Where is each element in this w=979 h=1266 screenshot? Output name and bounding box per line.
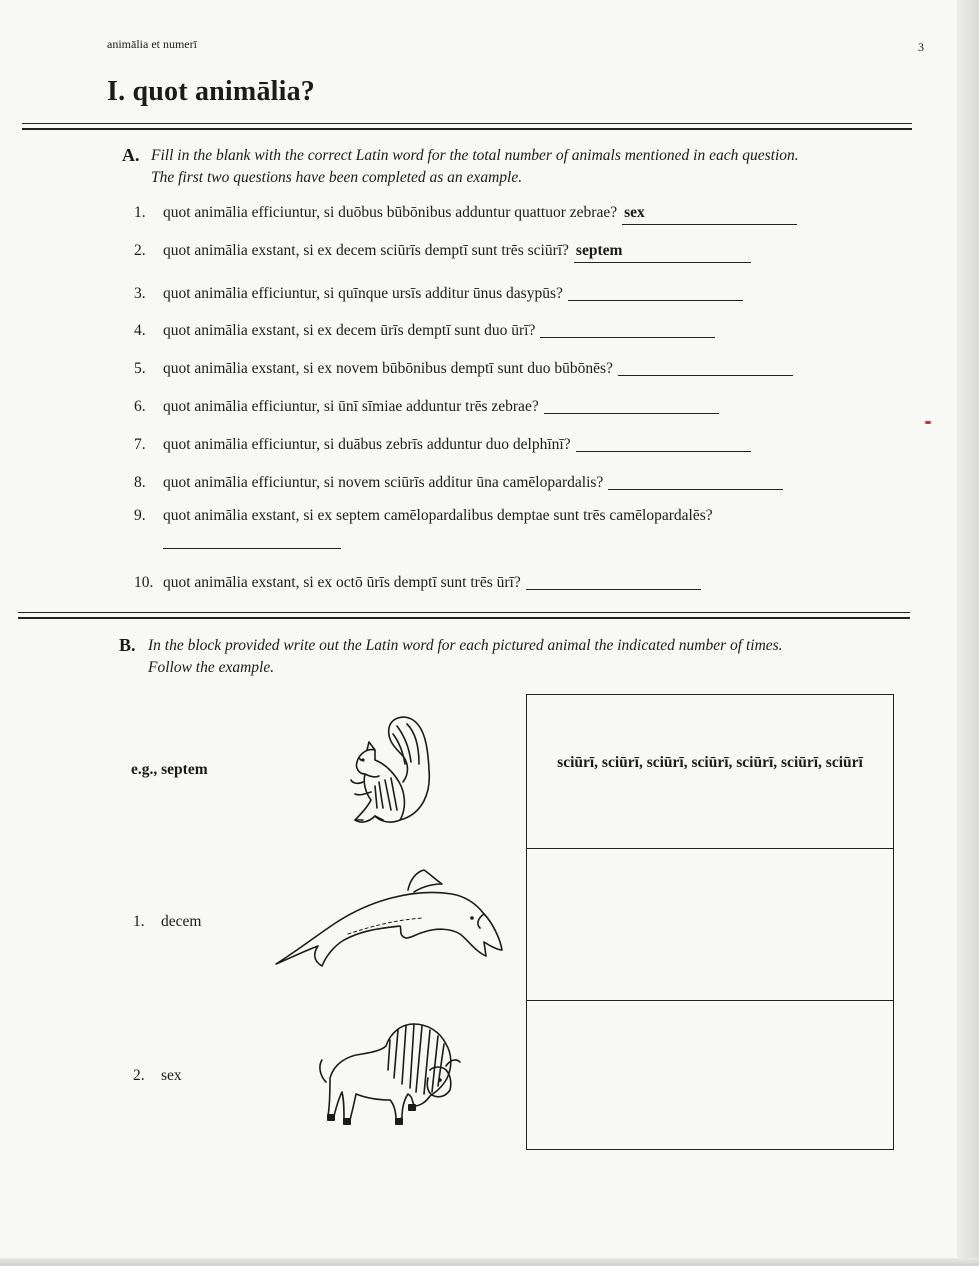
part-b-instruction-line1: In the block provided write out the Latin word for each pictured animal the indicated number of times. xyxy=(148,637,783,654)
question-number: 1. xyxy=(134,204,146,221)
question-text: quot animālia efficiuntur, si quīnque ursīs additur ūnus dasypūs? xyxy=(163,285,563,302)
question-number: 7. xyxy=(134,436,146,453)
question-text: quot animālia efficiuntur, si duābus zebrīs adduntur duo delphīnī? xyxy=(163,436,571,453)
answer-text: septem xyxy=(575,242,623,259)
answer-blank-3[interactable] xyxy=(568,283,743,301)
question-text: quot animālia exstant, si ex decem ūrīs demptī sunt duo ūrī? xyxy=(163,322,536,339)
example-answer-cell xyxy=(527,695,893,849)
part-a-letter: A. xyxy=(122,145,140,165)
answer-cell-2[interactable] xyxy=(527,1000,893,1150)
page-number: 3 xyxy=(918,40,924,54)
row-number: 2. xyxy=(133,1067,145,1084)
question-4 xyxy=(134,317,715,340)
section-title: I. quot animālia? xyxy=(107,76,315,107)
question-text: quot animālia exstant, si ex decem sciūrīs demptī sunt trēs sciūrī? xyxy=(163,242,569,259)
title-rule-top xyxy=(22,123,912,124)
part-b-instruction-line2: Follow the example. xyxy=(148,659,275,676)
answer-blank-5[interactable] xyxy=(618,358,793,376)
example-answer-text: sciūrī, sciūrī, sciūrī, sciūrī, sciūrī, sciūrī, sciūrī xyxy=(557,754,863,771)
answer-cell-1[interactable] xyxy=(527,848,893,1001)
answer-grid xyxy=(526,694,894,1150)
section-rule-top xyxy=(18,612,910,613)
answer-text: sex xyxy=(624,204,645,221)
bison-icon xyxy=(316,1016,466,1132)
question-number: 9. xyxy=(134,507,146,524)
answer-blank-10[interactable] xyxy=(526,572,701,590)
question-7 xyxy=(134,431,751,454)
part-a-instruction-line1: Fill in the blank with the correct Latin word for the total number of animals mentioned in each question. xyxy=(151,147,799,164)
question-8 xyxy=(134,469,783,492)
answer-blank-9[interactable] xyxy=(163,548,341,549)
example-row-label xyxy=(131,761,208,779)
question-text: quot animālia exstant, si ex octō ūrīs demptī sunt trēs ūrī? xyxy=(163,574,521,591)
row-2-label xyxy=(133,1067,182,1085)
answer-blank-1[interactable] xyxy=(622,204,797,225)
question-text: quot animālia efficiuntur, si duōbus būbōnibus adduntur quattuor zebrae? xyxy=(163,204,618,221)
part-a-instruction-line2: The first two questions have been completed as an example. xyxy=(151,169,523,186)
question-3 xyxy=(134,280,743,303)
bison-eye xyxy=(438,1078,442,1082)
question-number: 3. xyxy=(134,285,146,302)
dolphin-icon xyxy=(272,866,504,978)
question-2 xyxy=(134,242,751,260)
question-number: 10. xyxy=(134,574,154,591)
squirrel-eye xyxy=(361,758,364,761)
question-text: quot animālia exstant, si ex novem būbōnibus demptī sunt duo būbōnēs? xyxy=(163,360,613,377)
running-head: animālia et numerī xyxy=(107,37,197,51)
question-9 xyxy=(134,507,713,525)
answer-blank-7[interactable] xyxy=(576,434,751,452)
scan-speck xyxy=(925,421,931,424)
question-number: 4. xyxy=(134,322,146,339)
answer-blank-4[interactable] xyxy=(540,320,715,338)
question-1 xyxy=(134,204,797,222)
dolphin-eye xyxy=(470,916,474,920)
question-text: quot animālia efficiuntur, si ūnī sīmiae adduntur trēs zebrae? xyxy=(163,398,539,415)
question-text: quot animālia efficiuntur, si novem sciūrīs additur ūna camēlopardalis? xyxy=(163,474,604,491)
part-b-letter: B. xyxy=(119,635,136,655)
row-label-text: sex xyxy=(161,1067,182,1084)
squirrel-icon xyxy=(345,712,435,828)
row-1-label xyxy=(133,913,201,931)
section-rule-bottom xyxy=(18,617,910,619)
row-label-text: e.g., septem xyxy=(131,761,208,778)
title-rule-bottom xyxy=(22,128,912,130)
page-edge-shadow xyxy=(957,0,979,1266)
row-label-text: decem xyxy=(161,913,202,930)
question-5 xyxy=(134,355,793,378)
part-a-instructions xyxy=(122,145,902,191)
question-number: 2. xyxy=(134,242,146,259)
answer-blank-6[interactable] xyxy=(544,396,719,414)
answer-blank-2[interactable] xyxy=(574,242,751,263)
row-number: 1. xyxy=(133,913,145,930)
page-bottom-edge xyxy=(0,1258,979,1266)
question-number: 8. xyxy=(134,474,146,491)
question-10 xyxy=(134,569,701,592)
question-6 xyxy=(134,393,719,416)
question-number: 5. xyxy=(134,360,146,377)
answer-blank-8[interactable] xyxy=(608,472,783,490)
question-text: quot animālia exstant, si ex septem camēlopardalibus demptae sunt trēs camēlopardalēs? xyxy=(163,507,713,524)
part-b-instructions xyxy=(119,635,899,681)
question-number: 6. xyxy=(134,398,146,415)
